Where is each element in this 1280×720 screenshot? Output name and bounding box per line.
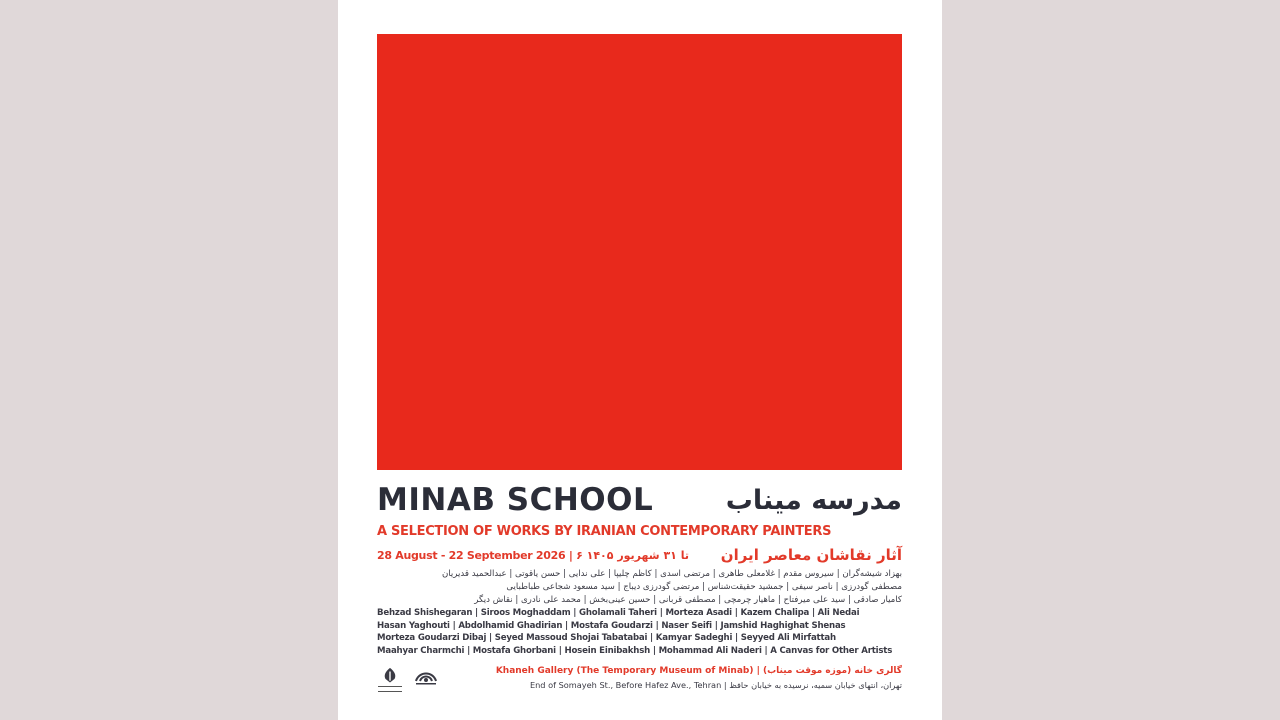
footer	[377, 664, 902, 704]
emblem-logo-icon	[377, 666, 403, 692]
artists-fa-line: مصطفی گودرزی | ناصر سیفی | جمشید حقیقت‌شناس | مرتضی گودرزی دیباج | سید مسعود شجاعی طباطبایی	[506, 582, 902, 592]
poster	[338, 0, 942, 720]
title-row	[377, 478, 902, 522]
title-en: MINAB SCHOOL	[377, 482, 654, 518]
exhibition-dates: 28 August - 22 September 2026 | ۶ تا ۳۱ شهریور ۱۴۰۵	[377, 548, 689, 562]
gallery-info	[496, 666, 902, 690]
artists-en-line: Maahyar Charmchi | Mostafa Ghorbani | Hosein Einibakhsh | Mohammad Ali Naderi | A Canvas for Other Artists	[377, 645, 893, 656]
artists-en-line: Behzad Shishegaran | Siroos Moghaddam | Gholamali Taheri | Morteza Asadi | Kazem Chalipa | Ali Nedai	[377, 608, 860, 618]
organization-logo-icon	[413, 666, 439, 692]
artists-fa-line: بهزاد شیشه‌گران | سیروس مقدم | غلامعلی طاهری | مرتضی اسدی | کاظم چلیپا | علی ندایی | حسن یاقوتی | عبدالحمید قدیریان	[441, 569, 902, 579]
artists-list-en	[377, 607, 902, 657]
subtitle-en: A SELECTION OF WORKS BY IRANIAN CONTEMPORARY PAINTERS	[377, 524, 832, 539]
red-square-artwork	[377, 34, 902, 470]
gallery-name: گالری خانه (موزه موقت میناب) | Khaneh Gallery (The Temporary Museum of Minab)	[495, 666, 902, 676]
artists-en-line: Hasan Yaghouti | Abdolhamid Ghadirian | Mostafa Goudarzi | Naser Seifi | Jamshid Haghighat Shenas	[377, 620, 846, 631]
artists-en-line: Morteza Goudarzi Dibaj | Seyed Massoud Shojai Tabatabai | Kamyar Sadeghi | Seyyed Ali Mirfattah	[377, 633, 836, 644]
artists-fa-line: کامیار صادقی | سید علی میرفتاح | ماهیار چرمچی | مصطفی قربانی | حسین عینی‌بخش | محمد علی نادری | نقاش دیگر	[474, 595, 902, 605]
gallery-address: تهران، انتهای خیابان سمیه، نرسیده به خیابان حافظ | End of Somayeh St., Before Hafez Ave., Tehran	[529, 680, 902, 690]
title-fa: مدرسه میناب	[725, 484, 902, 516]
sponsor-logos	[377, 666, 439, 692]
artists-list-fa	[377, 568, 902, 607]
date-row	[377, 544, 902, 566]
subtitle-fa: آثار نقاشان معاصر ایران	[720, 546, 902, 564]
